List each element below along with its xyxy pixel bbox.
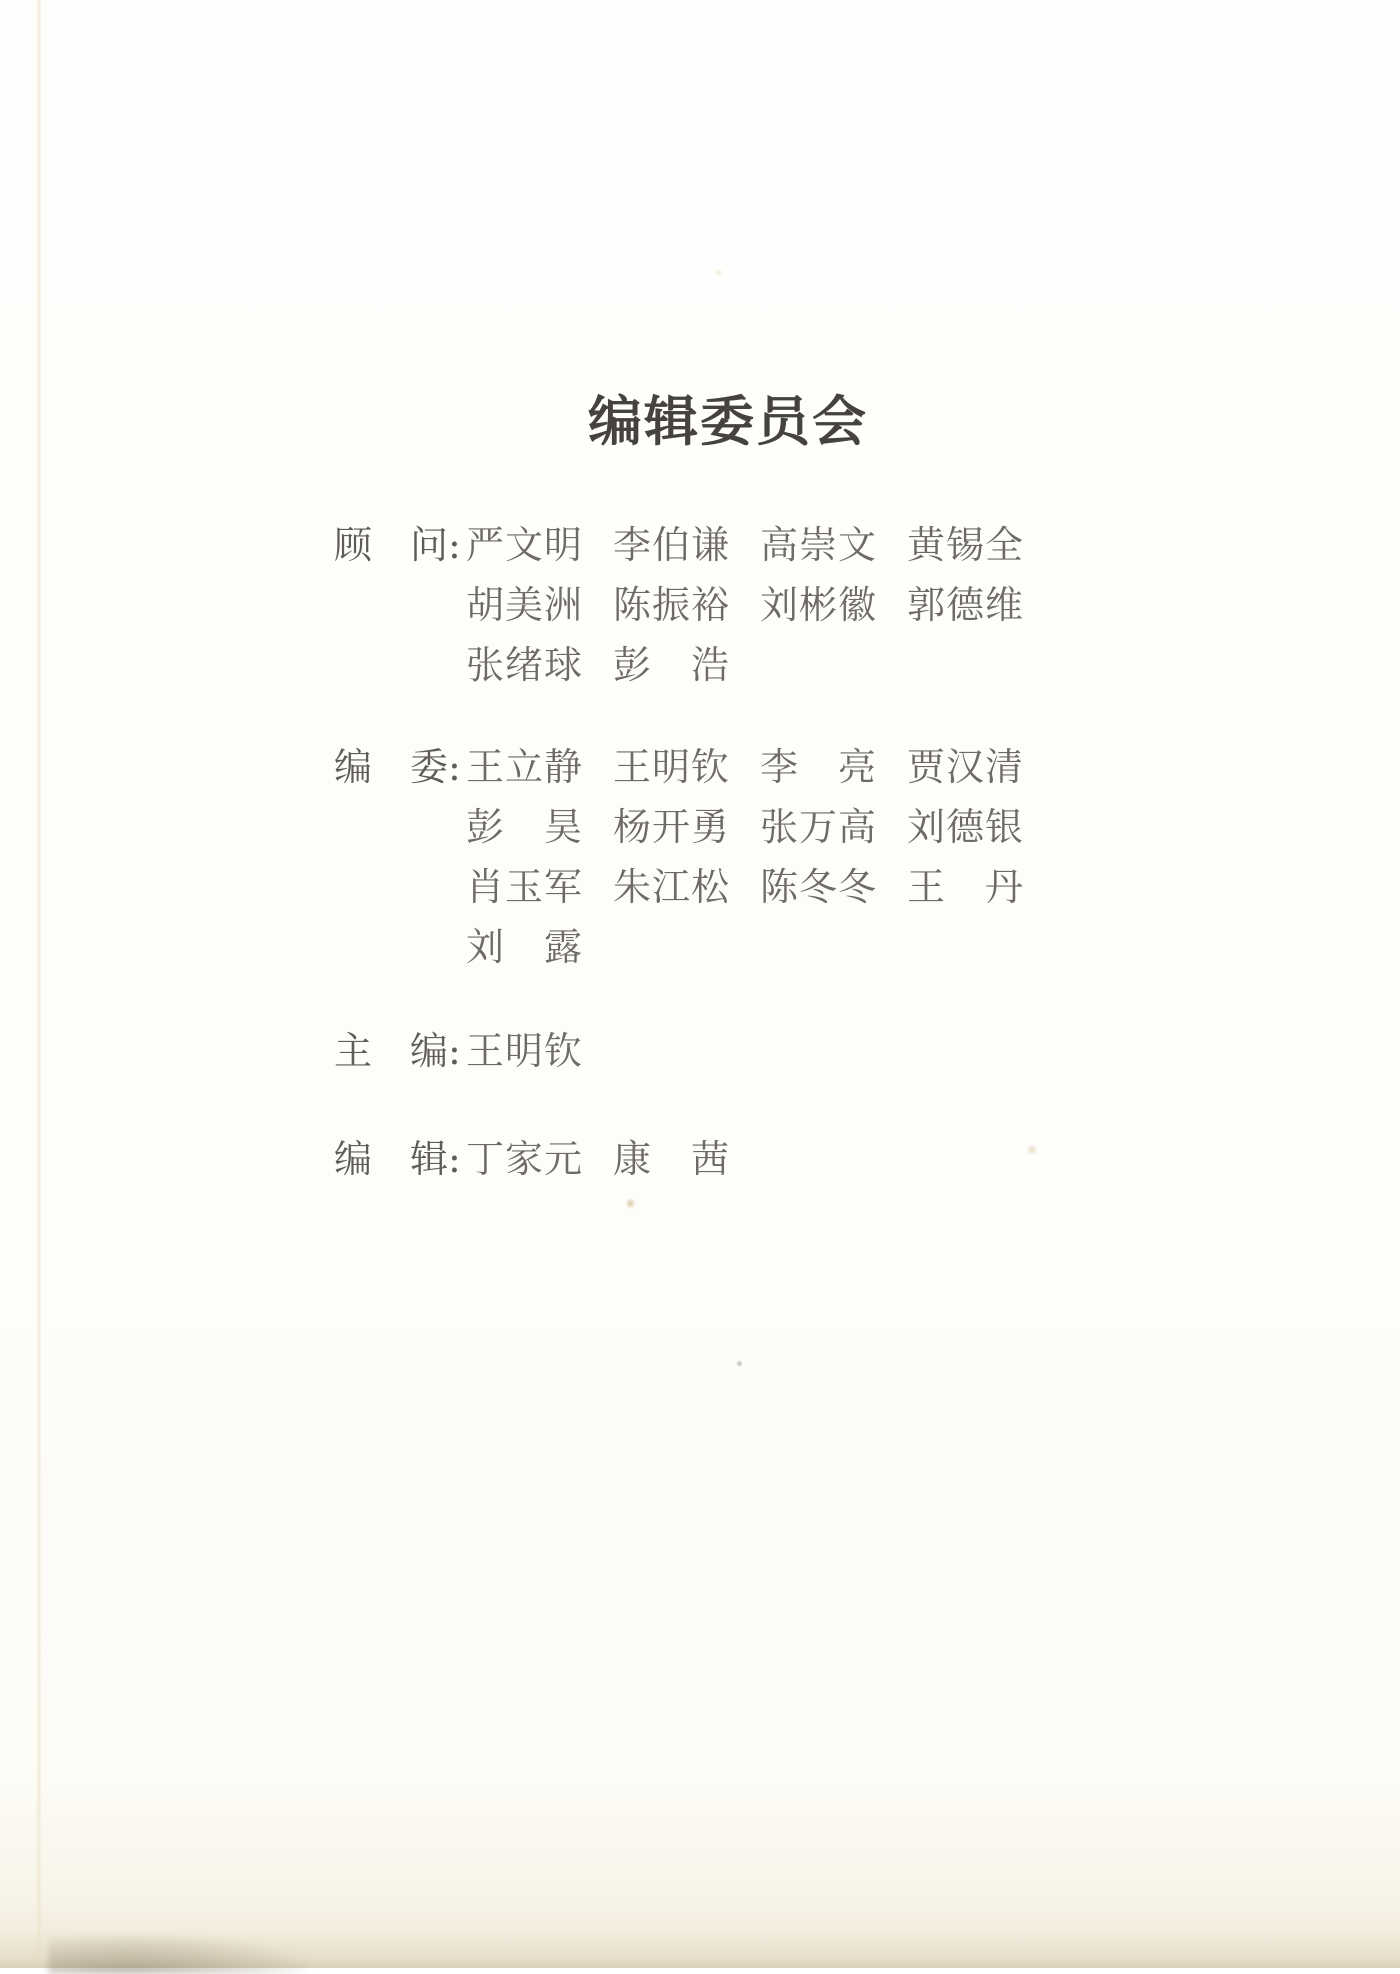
person-name: 刘 露 (466, 925, 584, 969)
person-name: 高崇文 (760, 523, 878, 567)
section-label: 主 编: (334, 1029, 461, 1073)
person-name: 杨开勇 (613, 805, 731, 849)
person-name: 严文明 (466, 523, 584, 567)
name-row (466, 515, 1340, 575)
name-row (466, 857, 1340, 917)
paper-speck (736, 1360, 743, 1367)
person-name: 彭 浩 (613, 643, 731, 687)
section-label: 顾 问: (334, 523, 461, 567)
name-row (466, 1129, 1340, 1189)
page-title: 编辑委员会 (588, 389, 868, 453)
person-name: 王明钦 (466, 1029, 584, 1073)
name-row (466, 917, 1340, 977)
name-row (466, 797, 1340, 857)
person-name: 贾汉清 (907, 745, 1025, 789)
person-name: 刘彬徽 (760, 583, 878, 627)
person-name: 胡美洲 (466, 583, 584, 627)
person-name: 刘德银 (907, 805, 1025, 849)
person-name: 王立静 (466, 745, 584, 789)
person-name: 张万高 (760, 805, 878, 849)
person-name: 肖玉军 (466, 865, 584, 909)
person-name: 王 丹 (907, 865, 1025, 909)
name-row (466, 635, 1340, 695)
person-name: 李 亮 (760, 745, 878, 789)
person-name: 郭德维 (907, 583, 1025, 627)
name-rows (466, 1021, 1340, 1081)
paper-speck (625, 1198, 636, 1209)
page-corner-smudge (48, 1934, 308, 1974)
person-name: 陈振裕 (613, 583, 731, 627)
paper-speck (1026, 1144, 1038, 1156)
name-rows (466, 1129, 1340, 1189)
name-row (466, 1021, 1340, 1081)
paper-speck (714, 268, 723, 277)
name-rows (466, 737, 1340, 977)
name-row (466, 575, 1340, 635)
name-rows (466, 515, 1340, 695)
person-name: 张绪球 (466, 643, 584, 687)
section-label: 编 委: (334, 745, 461, 789)
person-name: 丁家元 (466, 1137, 584, 1181)
person-name: 王明钦 (613, 745, 731, 789)
person-name: 陈冬冬 (760, 865, 878, 909)
person-name: 康 茜 (613, 1137, 731, 1181)
person-name: 李伯谦 (613, 523, 731, 567)
person-name: 黄锡全 (907, 523, 1025, 567)
section-label: 编 辑: (334, 1137, 461, 1181)
name-row (466, 737, 1340, 797)
person-name: 彭 昊 (466, 805, 584, 849)
person-name: 朱江松 (613, 865, 731, 909)
